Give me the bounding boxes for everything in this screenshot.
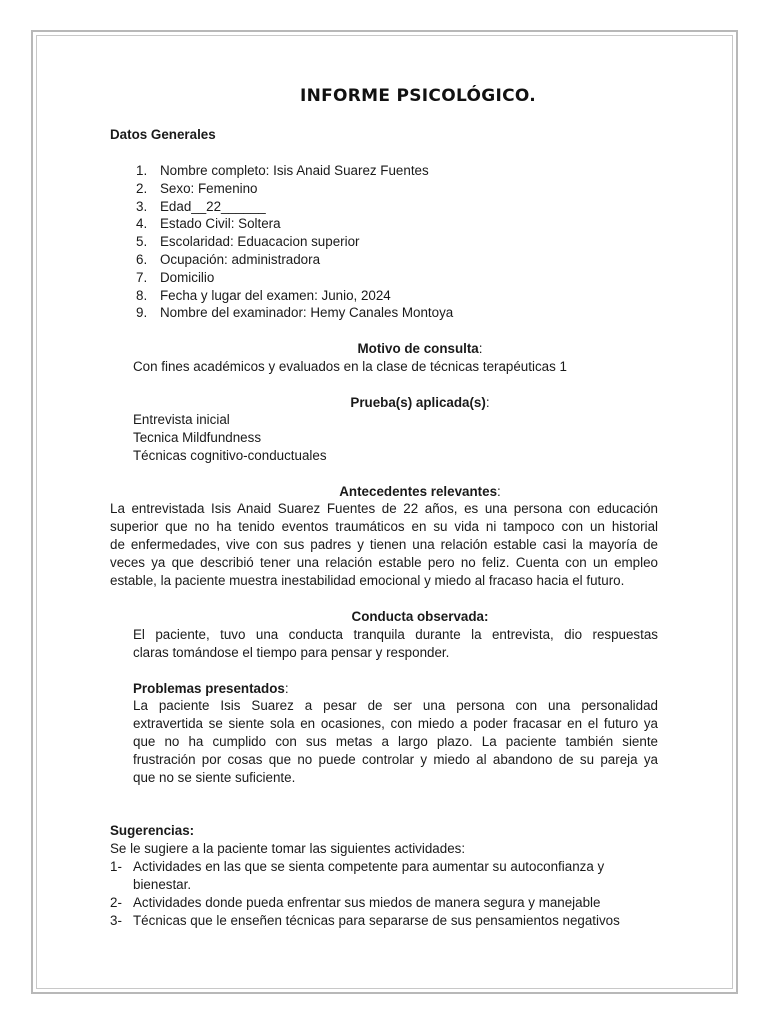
prueba-item: Tecnica Mildfundness: [133, 430, 262, 445]
prueba-item: Técnicas cognitivo-conductuales: [133, 448, 327, 463]
problemas-line: frustración por cosas que no puede controlar y miedo al abandono de su pareja ya: [133, 752, 658, 767]
sugerencia-text: Actividades donde pueda enfrentar sus miedos de manera segura y manejable: [133, 895, 601, 910]
motivo-heading-text: Motivo de consulta: [357, 341, 479, 356]
list-text: Domicilio: [160, 269, 215, 285]
pruebas-heading: [110, 394, 730, 412]
list-text: Nombre completo: Isis Anaid Suarez Fuentes: [160, 163, 429, 178]
list-text: Fecha y lugar del examen: Junio, 2024: [160, 287, 391, 303]
antecedentes-line: La entrevistada Isis Anaid Suarez Fuentes de 22 años, es una persona con educación: [110, 501, 658, 516]
sugerencia-text-continued: bienestar.: [133, 877, 192, 892]
sugerencias-heading: Sugerencias:: [110, 823, 195, 838]
prueba-item: Entrevista inicial: [133, 412, 230, 427]
list-number: 7.: [136, 269, 148, 285]
list-text: Estado Civil: Soltera: [160, 216, 281, 232]
problemas-heading: [133, 680, 289, 698]
antecedentes-heading: [110, 483, 730, 501]
antecedentes-heading-text: Antecedentes relevantes: [339, 484, 498, 499]
list-item: [136, 162, 560, 180]
problemas-line: La paciente Isis Suarez a pesar de ser una persona con una personalidad: [133, 698, 658, 713]
conducta-line: El paciente, tuvo una conducta tranquila durante la entrevista, dio respuestas: [133, 627, 658, 642]
conducta-line: claras tomándose el tiempo para pensar y responder.: [133, 645, 450, 660]
motivo-text: Con fines académicos y evaluados en la clase de técnicas terapéuticas 1: [133, 359, 567, 374]
list-item: [136, 233, 560, 251]
antecedentes-line: veces ya que describió tener una relación estable pero no feliz. Cuenta con un empleo: [110, 555, 658, 570]
list-item: [136, 215, 560, 233]
list-item: [136, 287, 560, 305]
document-title: INFORME PSICOLÓGICO.: [299, 86, 537, 106]
motivo-heading-colon: :: [478, 341, 483, 356]
motivo-heading: [110, 340, 730, 358]
list-text: Sexo: Femenino: [160, 180, 258, 196]
list-item: [136, 198, 560, 216]
list-text: Nombre del examinador: Hemy Canales Montoya: [160, 305, 454, 321]
list-number: 8.: [136, 287, 148, 303]
sugerencia-text: Actividades en las que se sienta competente para aumentar su autoconfianza y: [133, 859, 605, 874]
sugerencias-intro: Se le sugiere a la paciente tomar las siguientes actividades:: [110, 841, 466, 856]
problemas-line: que no se siente suficiente.: [133, 770, 296, 785]
datos-generales-list: [110, 162, 560, 322]
problemas-heading-text: Problemas presentados: [133, 681, 285, 696]
list-text: Ocupación: administradora: [160, 251, 321, 267]
antecedentes-heading-colon: :: [497, 484, 501, 499]
sugerencia-number: 2-: [110, 895, 122, 910]
list-text: Edad__22______: [160, 198, 266, 214]
list-item: [136, 251, 560, 269]
problemas-line: extravertida se siente sola en ocasiones, con miedo a poder fracasar en el futuro ya: [133, 716, 658, 731]
list-number: 1.: [136, 163, 148, 178]
problemas-heading-colon: :: [284, 681, 289, 696]
list-number: 6.: [136, 251, 148, 267]
pruebas-heading-text: Prueba(s) aplicada(s): [350, 395, 486, 410]
sugerencia-number: 3-: [110, 913, 122, 928]
list-number: 4.: [136, 216, 148, 232]
list-number: 5.: [136, 234, 148, 250]
conducta-heading: Conducta observada:: [351, 609, 489, 624]
antecedentes-line: de enfermedades, vive con sus padres y tienen una relación estable casi la mayoría de: [110, 537, 658, 552]
list-item: [136, 304, 560, 322]
list-item: [136, 180, 560, 198]
list-number: 2.: [136, 180, 148, 196]
antecedentes-line: estable, la paciente muestra inestabilidad emocional y miedo al fracaso hacia el futuro.: [110, 573, 625, 588]
list-number: 3.: [136, 198, 148, 214]
list-item: [136, 269, 560, 287]
list-text: Escolaridad: Eduacacion superior: [160, 234, 360, 250]
datos-generales-heading: Datos Generales: [110, 127, 216, 142]
sugerencia-text: Técnicas que le enseñen técnicas para separarse de sus pensamientos negativos: [133, 913, 620, 928]
list-number: 9.: [136, 305, 148, 321]
sugerencia-number: 1-: [110, 859, 122, 874]
pruebas-heading-colon: :: [485, 395, 490, 410]
problemas-line: que no ha cumplido con sus metas a largo plazo. La paciente también siente: [133, 734, 658, 749]
antecedentes-line: superior que no ha tenido eventos traumáticos en su vida ni tampoco con un historial: [110, 519, 658, 534]
